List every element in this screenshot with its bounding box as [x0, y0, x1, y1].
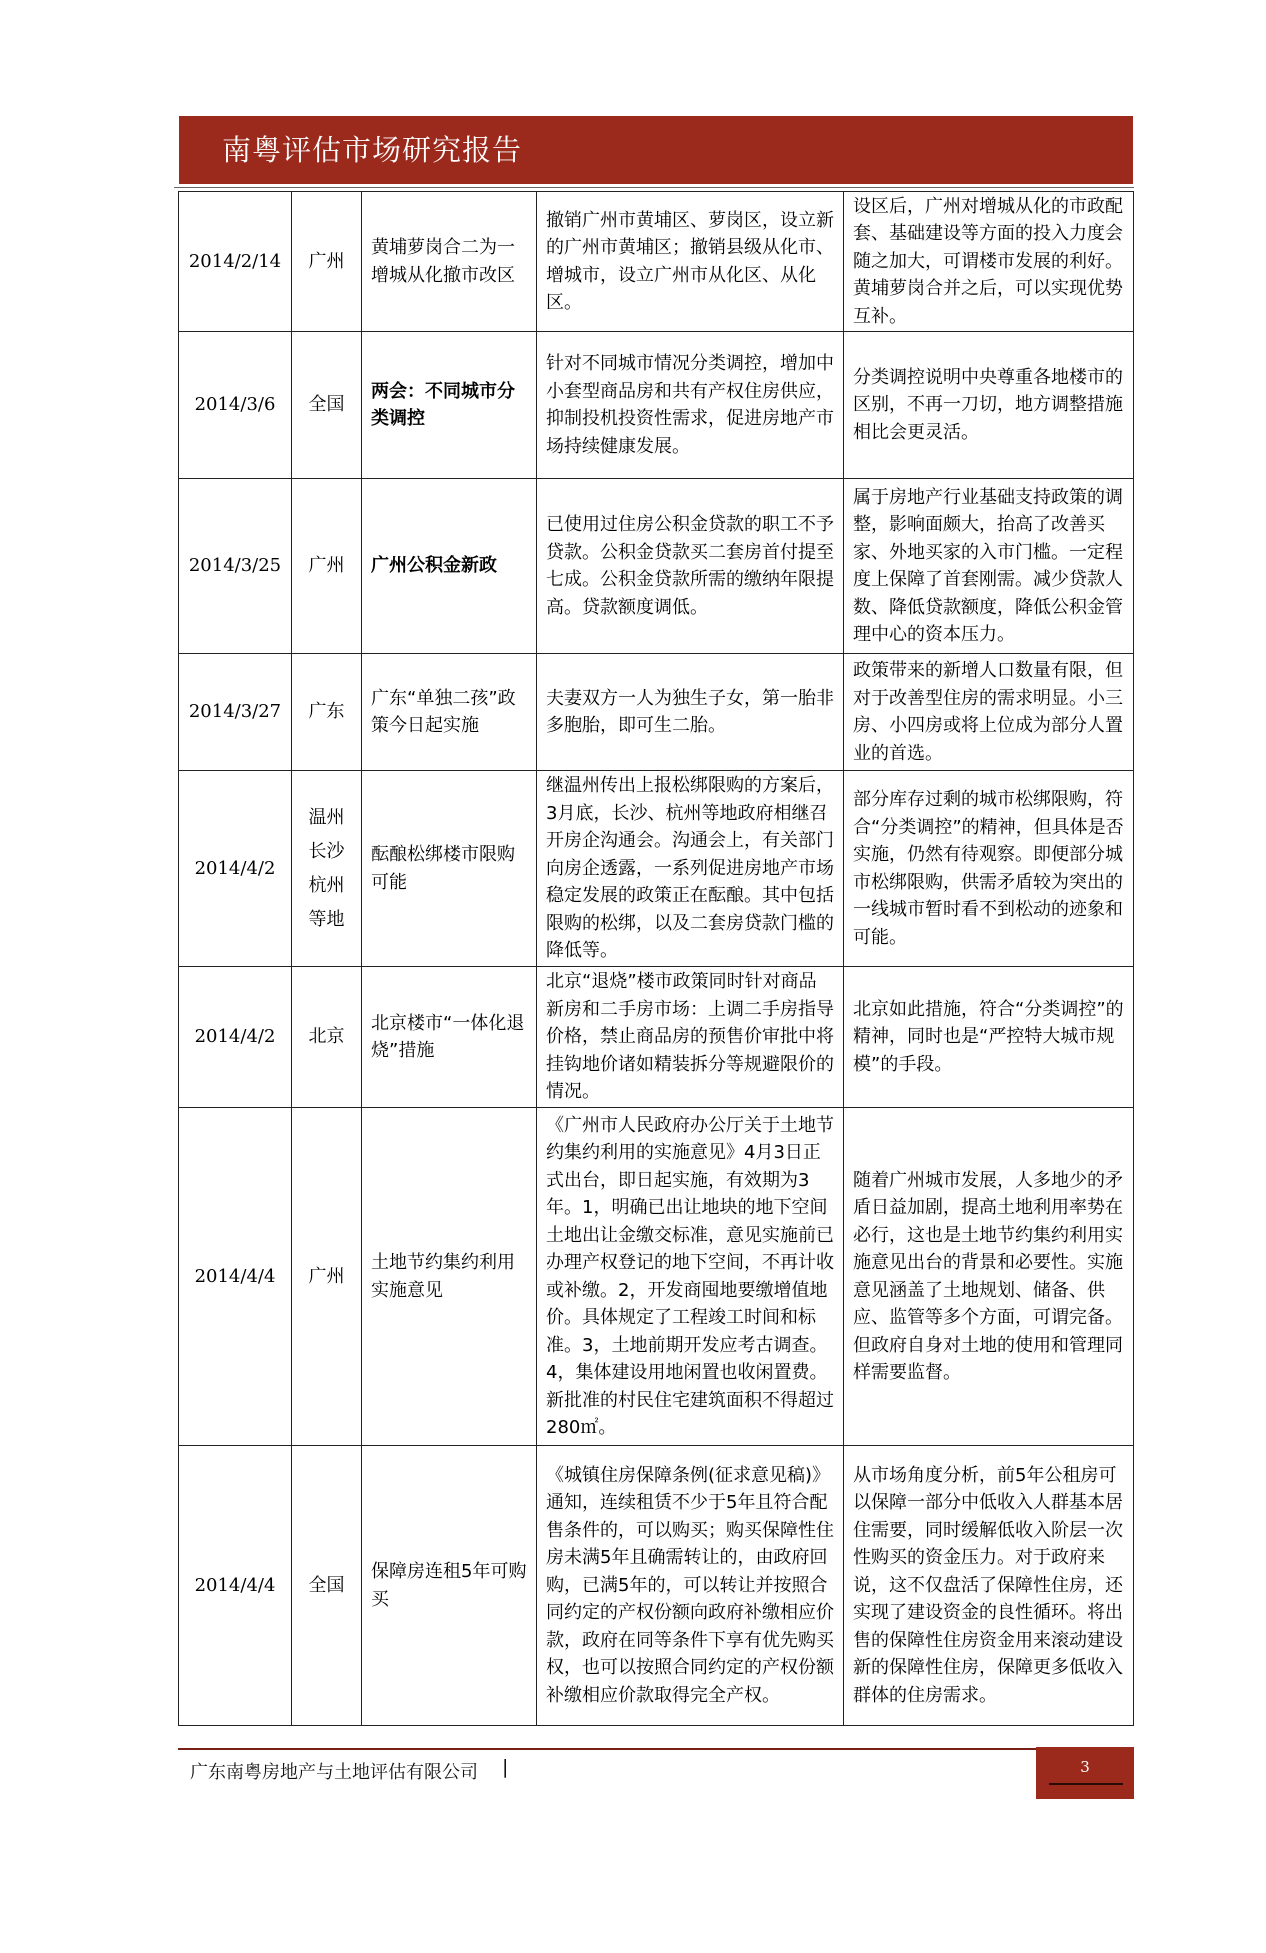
policy-content-cell: 夫妻双方一人为独生子女，第一胎非多胞胎，即可生二胎。 [537, 654, 844, 771]
region-cell [292, 771, 362, 967]
region-label: 全国 [308, 1574, 345, 1596]
date-cell: 2014/4/2 [179, 771, 292, 967]
table-row [179, 332, 1134, 479]
commentary-cell: 北京如此措施，符合“分类调控”的精神，同时也是“严控特大城市规模”的手段。 [844, 967, 1134, 1108]
policy-title-cell: 土地节约集约利用实施意见 [362, 1108, 537, 1446]
region-label: 温州 [308, 806, 345, 828]
commentary-cell: 设区后，广州对增城从化的市政配套、基础建设等方面的投入力度会随之加大，可谓楼市发展的利好。黄埔萝岗合并之后，可以实现优势互补。 [844, 192, 1134, 332]
policy-table [178, 191, 1134, 1726]
commentary-cell: 属于房地产行业基础支持政策的调整，影响面颇大，抬高了改善买家、外地买家的入市门槛。一定程度上保障了首套刚需。减少贷款人数、降低贷款额度，降低公积金管理中心的资本压力。 [844, 479, 1134, 654]
footer-separator: | [502, 1756, 509, 1778]
commentary-cell: 部分库存过剩的城市松绑限购，符合“分类调控”的精神，但具体是否实施，仍然有待观察。即便部分城市松绑限购，供需矛盾较为突出的一线城市暂时看不到松动的迹象和可能。 [844, 771, 1134, 967]
policy-content-cell: 《城镇住房保障条例(征求意见稿)》通知，连续租赁不少于5年且符合配售条件的，可以购买；购买保障性住房未满5年且确需转让的，由政府回购，已满5年的，可以转让并按照合同约定的产权份额向政府补缴相应价款，政府在同等条件下享有优先购买权，也可以按照合同约定的产权份额补缴相应价款取得完全产权。 [537, 1446, 844, 1726]
table-row [179, 192, 1134, 332]
page-number-underline [1049, 1783, 1123, 1785]
commentary-cell: 从市场角度分析，前5年公租房可以保障一部分中低收入人群基本居住需要，同时缓解低收入阶层一次性购买的资金压力。对于政府来说，这不仅盘活了保障性住房，还实现了建设资金的良性循环。将出售的保障性住房资金用来滚动建设新的保障性住房，保障更多低收入群体的住房需求。 [844, 1446, 1134, 1726]
date-cell: 2014/3/27 [179, 654, 292, 771]
table-row [179, 771, 1134, 967]
region-label: 广州 [308, 250, 345, 272]
date-cell: 2014/4/2 [179, 967, 292, 1108]
policy-content-cell: 针对不同城市情况分类调控，增加中小套型商品房和共有产权住房供应，抑制投机投资性需求，促进房地产市场持续健康发展。 [537, 332, 844, 479]
policy-title-cell: 广州公积金新政 [362, 479, 537, 654]
region-cell [292, 1108, 362, 1446]
table-row [179, 1446, 1134, 1726]
region-label: 广州 [308, 1265, 345, 1287]
region-label: 广东 [308, 701, 345, 722]
policy-title-cell: 黄埔萝岗合二为一增城从化撤市改区 [362, 192, 537, 332]
region-cell [292, 967, 362, 1108]
footer-divider [178, 1748, 1036, 1750]
report-title: 南粤评估市场研究报告 [222, 133, 523, 167]
policy-title-cell: 保障房连租5年可购买 [362, 1446, 537, 1726]
policy-content-cell: 撤销广州市黄埔区、萝岗区，设立新的广州市黄埔区；撤销县级从化市、增城市，设立广州市从化区、从化区。 [537, 192, 844, 332]
table-row [179, 479, 1134, 654]
policy-title-cell: 北京楼市“一体化退烧”措施 [362, 967, 537, 1108]
date-cell: 2014/2/14 [179, 192, 292, 332]
region-label: 等地 [308, 908, 345, 930]
region-cell [292, 479, 362, 654]
table-row [179, 1108, 1134, 1446]
region-label: 杭州 [308, 874, 345, 896]
date-cell: 2014/3/6 [179, 332, 292, 479]
date-cell: 2014/3/25 [179, 479, 292, 654]
footer-company: 广东南粤房地产与土地评估有限公司 [190, 1762, 478, 1783]
page-number: 3 [1080, 1758, 1090, 1776]
policy-title-cell: 广东“单独二孩”政策今日起实施 [362, 654, 537, 771]
region-label: 长沙 [308, 840, 345, 862]
region-label: 北京 [308, 1026, 345, 1047]
table-row [179, 654, 1134, 771]
policy-content-cell: 北京“退烧”楼市政策同时针对商品新房和二手房市场：上调二手房指导价格，禁止商品房的预售价审批中将挂钩地价诸如精装拆分等规避限价的情况。 [537, 967, 844, 1108]
table-row [179, 967, 1134, 1108]
policy-content-cell: 已使用过住房公积金贷款的职工不予贷款。公积金贷款买二套房首付提至七成。公积金贷款所需的缴纳年限提高。贷款额度调低。 [537, 479, 844, 654]
region-label: 全国 [308, 394, 345, 415]
date-cell: 2014/4/4 [179, 1446, 292, 1726]
policy-content-cell: 继温州传出上报松绑限购的方案后，3月底，长沙、杭州等地政府相继召开房企沟通会。沟通会上，有关部门向房企透露，一系列促进房地产市场稳定发展的政策正在酝酿。其中包括限购的松绑，以及二套房贷款门槛的降低等。 [537, 771, 844, 967]
policy-title-cell: 两会：不同城市分类调控 [362, 332, 537, 479]
region-label: 广州 [308, 555, 345, 576]
policy-title-cell: 酝酿松绑楼市限购可能 [362, 771, 537, 967]
header-divider [174, 187, 1134, 188]
region-cell [292, 654, 362, 771]
date-cell: 2014/4/4 [179, 1108, 292, 1446]
commentary-cell: 分类调控说明中央尊重各地楼市的区别，不再一刀切，地方调整措施相比会更灵活。 [844, 332, 1134, 479]
region-cell [292, 1446, 362, 1726]
region-cell [292, 192, 362, 332]
policy-content-cell: 《广州市人民政府办公厅关于土地节约集约利用的实施意见》4月3日正式出台，即日起实施，有效期为3年。1，明确已出让地块的地下空间土地出让金缴交标准，意见实施前已办理产权登记的地下空间，不再计收或补缴。2，开发商囤地要缴增值地价。具体规定了工程竣工时间和标准。3，土地前期开发应考古调查。4，集体建设用地闲置也收闲置费。新批准的村民住宅建筑面积不得超过280㎡。 [537, 1108, 844, 1446]
commentary-cell: 随着广州城市发展，人多地少的矛盾日益加剧，提高土地利用率势在必行，这也是土地节约集约利用实施意见出台的背景和必要性。实施意见涵盖了土地规划、储备、供应、监管等多个方面，可谓完备。但政府自身对土地的使用和管理同样需要监督。 [844, 1108, 1134, 1446]
commentary-cell: 政策带来的新增人口数量有限，但对于改善型住房的需求明显。小三房、小四房或将上位成为部分人置业的首选。 [844, 654, 1134, 771]
region-cell [292, 332, 362, 479]
